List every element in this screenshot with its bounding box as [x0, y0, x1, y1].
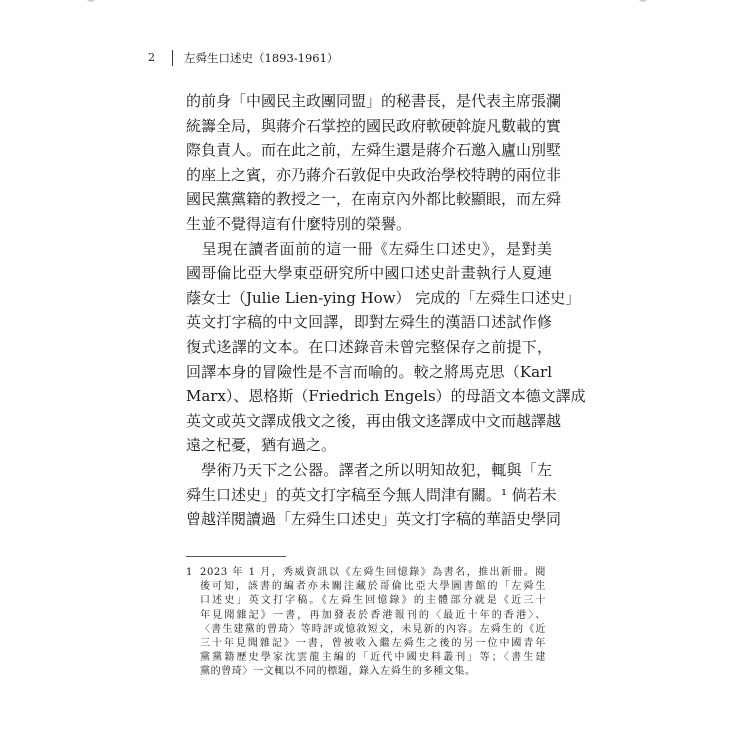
body-line: Marx）、恩格斯（Friedrich Engels）的母語文本德文譯成 [186, 387, 586, 406]
page-number: 2 [148, 51, 155, 64]
body-line: 呈現在讀者面前的這一冊《左舜生口述史》，是對美 [186, 239, 552, 258]
body-line: 曾越洋閱讀過「左舜生口述史」英文打字稿的華語史學同 [186, 510, 562, 529]
footnote-line: 年見聞雜記》一書，再加發表於香港報刊的〈最近十年的香港〉、 [200, 609, 546, 621]
body-line: 遠之杞憂，猶有過之。 [186, 436, 337, 455]
header-divider [172, 50, 173, 66]
body-line: 國哥倫比亞大學東亞研究所中國口述史計畫執行人夏連 [186, 264, 552, 283]
footnote-number: 1 [186, 567, 193, 578]
footnote-line: 〈書生建黨的曾琦〉等時評或憶敘短文，未見新的內容。左舜生的《近 [200, 623, 546, 635]
body-line: 復式迻譯的文本。在口述錄音未曾完整保存之前提下， [186, 337, 552, 356]
body-line: 際負責人。而在此之前，左舜生還是蔣介石邀入廬山別墅 [186, 141, 562, 160]
body-line: 蔭女士（Julie Lien-ying How） 完成的「左舜生口述史」 [186, 288, 581, 307]
body-line: 英文或英文譯成俄文之後，再由俄文迻譯成中文而越譯越 [186, 411, 562, 430]
footnote-line: 黨的曾琦〉一文輒以不同的標題，錄入左舜生的多種文集。 [200, 666, 476, 678]
running-header [148, 50, 568, 66]
page-corner-mark [86, 0, 96, 2]
running-title: 左舜生口述史（1893-1961） [184, 51, 339, 65]
footnote-line: 後可知，該書的編者亦未關注藏於哥倫比亞大學圖書館的「左舜生 [200, 581, 546, 593]
body-line: 的座上之賓，亦乃蔣介石敦促中央政治學校特聘的兩位非 [186, 165, 562, 184]
body-line: 生並不覺得這有什麼特別的榮譽。 [186, 214, 412, 233]
footnote-line: 口述史」英文打字稿。《左舜生回憶錄》的主體部分就是《近三十 [200, 595, 546, 607]
body-line: 舜生口述史」的英文打字稿至今無人問津有關。¹ 倘若未 [186, 485, 557, 504]
body-line: 國民黨黨籍的教授之一，在南京內外都比較顯眼，而左舜 [186, 190, 562, 209]
body-line: 的前身「中國民主政團同盟」的秘書長，是代表主席張瀾 [186, 92, 562, 110]
body-text [186, 89, 586, 532]
body-line: 學術乃天下之公器。譯者之所以明知故犯，輒與「左 [186, 460, 552, 479]
page-corner-mark [638, 0, 648, 2]
footnote-line: 三十年見聞雜記》一書，曾被收入繼左舜生之後的另一位中國青年 [200, 637, 546, 649]
footnote-line: 黨黨籍歷史學家沈雲龍主編的「近代中國史料叢刊」等；〈書生建 [200, 652, 546, 664]
body-line: 統籌全局，與蔣介石掌控的國民政府軟硬斡旋凡數載的實 [186, 116, 562, 135]
footnote-text [200, 566, 546, 680]
footnote-line: 2023 年 1 月，秀威資訊以《左舜生回憶錄》為書名，推出新冊。閱 [200, 567, 546, 578]
footnote-divider [186, 556, 286, 557]
body-line: 英文打字稿的中文回譯，即對左舜生的漢語口述試作修 [186, 313, 552, 332]
body-line: 回譯本身的冒險性是不言而喻的。較之將馬克思（Karl [186, 362, 552, 381]
